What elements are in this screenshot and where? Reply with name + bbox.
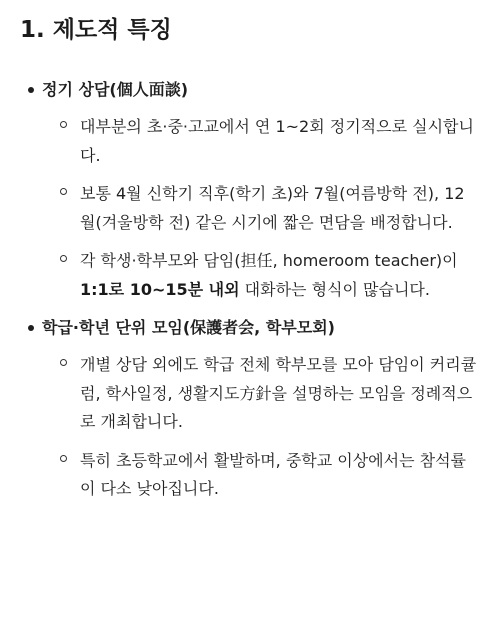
hollow-bullet-icon — [60, 455, 67, 462]
topic-heading: 정기 상담(個人面談) — [42, 80, 189, 99]
list-item — [42, 113, 480, 170]
item-text: 특히 초등학교에서 활발하며, 중학교 이상에서는 참석률이 다소 낮아집니다. — [80, 450, 467, 498]
emphasis-text: 1:1로 10~15분 내외 — [80, 279, 240, 299]
item-text: 개별 상담 외에도 학급 전체 학부모를 모아 담임이 커리큘럼, 학사일정, 생활지도方針을 설명하는 모임을 정례적으로 개최합니다. — [80, 355, 477, 431]
hollow-bullet-icon — [60, 188, 67, 195]
item-text: 보통 4월 신학기 직후(학기 초)와 7월(여름방학 전), 12월(겨울방학 전) 같은 시기에 짧은 면담을 배정합니다. — [80, 184, 465, 232]
item-text-part: 각 학생·학부모와 담임(担任, homeroom teacher)이 — [80, 251, 458, 270]
hollow-bullet-icon — [60, 359, 67, 366]
sub-list — [42, 351, 480, 504]
topic-heading: 학급·학년 단위 모임(保護者会, 학부모회) — [42, 318, 335, 337]
list-item — [42, 351, 480, 437]
item-text: 대부분의 초·중·고교에서 연 1~2회 정기적으로 실시합니다. — [80, 117, 474, 165]
list-item — [42, 247, 480, 304]
sub-list — [42, 113, 480, 304]
section-title: 1. 제도적 특징 — [20, 17, 172, 43]
list-item — [42, 447, 480, 504]
section-list — [20, 80, 480, 504]
hollow-bullet-icon — [60, 255, 67, 262]
item-text-part: 대화하는 형식이 많습니다. — [239, 279, 430, 299]
topic-parent-meeting — [20, 318, 480, 504]
topic-regular-consultation — [20, 80, 480, 304]
item-text — [80, 247, 480, 304]
list-item — [42, 180, 480, 237]
bullet-icon — [28, 325, 34, 331]
bullet-icon — [28, 87, 34, 93]
hollow-bullet-icon — [60, 121, 67, 128]
